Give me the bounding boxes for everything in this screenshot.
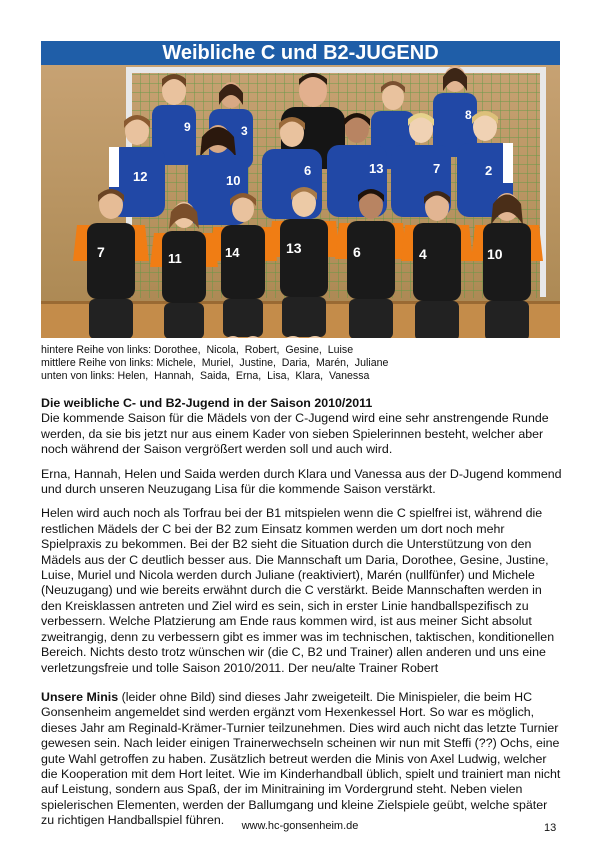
jersey-number: 2 — [485, 163, 493, 178]
jersey-number: 11 — [168, 251, 182, 266]
article-heading: Die weibliche C- und B2-Jugend in der Saison 2010/2011 — [41, 396, 373, 410]
minis-text: (leider ohne Bild) sind dieses Jahr zweigeteilt. Die Minispieler, die beim HC Gonsenheim angemeldet sind werden ergänzt vom Hexenkessel Hort. So war es möglich, dieses Jahr am Reginald-Krämer-Turnier teilzunehmen. Dies wird auch nicht das letzte Turnier gewesen sein. Nach leider einigen Trainerwechseln scheinen wir nun mit Steffi (??) Ochs, eine gute Wahl getroffen zu haben. Zusätzlich betreut werden die Minis von Axel Ludwig, welcher die Kooperation mit dem Hort leitet. Wie im Kinderhandball üblich, spielt und trainiert man nicht auf Leistung, sondern aus Spaß, der im Minitraining im Vordergrund steht. Neben vielen spielerischen Elementen, werden der Ballumgang und kleine Zielspiele geübt, welche später zu richtigen Handballspiel führen. — [41, 689, 561, 828]
jersey-number: 13 — [286, 240, 302, 256]
jersey-number: 10 — [226, 173, 241, 188]
jersey-number: 7 — [97, 244, 105, 260]
photo-caption — [41, 344, 560, 384]
page-number: 13 — [544, 822, 557, 834]
caption-front-row: unten von links: Helen, Hannah, Saida, Erna, Lisa, Klara, Vanessa — [41, 370, 370, 383]
jersey-number: 12 — [133, 169, 148, 184]
page-title: Weibliche C und B2-JUGEND — [41, 41, 560, 65]
jersey-number: 14 — [225, 245, 240, 260]
footer-url[interactable]: www.hc-gonsenheim.de — [241, 820, 359, 832]
minis-paragraph — [41, 690, 563, 829]
jersey-number: 7 — [433, 161, 441, 176]
article-paragraph: Die kommende Saison für die Mädels von der C-Jugend wird eine sehr anstrengende Runde werden, da sie bis jetzt nur aus einem Kader von sieben Spielerinnen besteht, welcher aber noch während der Saison vergrößert werden soll und auch wird. — [41, 411, 549, 457]
minis-heading: Unsere Minis — [41, 689, 119, 704]
jersey-number: 9 — [184, 120, 191, 134]
article-paragraph: Helen wird auch noch als Torfrau bei der B1 mitspielen wenn die C spielfrei ist, während die restlichen Mädels der C bei der B2 zum Einsatz kommen werden um dort noch mehr Spielpraxis zu bekommen. Bei der B2 sieht die Situation durch die Unterstützung von den Mädels aus der C deutlich besser aus. Die Mannschaft um Daria, Dorothee, Gesine, Justine, Luise, Muriel und Nicola werden durch Juliane (reaktiviert), Marén (nullfünfer) und Michele (Neuzugang) und wie bereits erwähnt durch die C verstärkt. Beide Mannschaften werden in den Kreisklassen antreten und Ziel wird es sein, sich in erster Linie handballspezifisch zu verbessern. Welche Platzierung am Ende raus kommen wird, ist aus meiner Sicht absolut zweitrangig, denn zu verbessern gibt es immer was im technischen, taktischen, konditionellen Bereich. Nichts desto trotz wünschen wir (die C, B2 und Trainer) allen anderen und uns eine verletzungsfreie und tolle Saison 2010/2011. Der neu/alte Trainer Robert — [41, 506, 555, 675]
article-paragraph: Erna, Hannah, Helen und Saida werden durch Klara und Vanessa aus der D-Jugend kommend und durch unseren Neuzugang Lisa für die kommende Saison verstärkt. — [41, 466, 562, 497]
jersey-number: 6 — [353, 244, 361, 260]
jersey-number: 3 — [241, 124, 248, 138]
article-body — [41, 396, 563, 838]
jersey-number: 13 — [369, 161, 384, 176]
jersey-number: 8 — [465, 108, 472, 122]
jersey-number: 6 — [304, 163, 312, 178]
jersey-number: 4 — [419, 246, 427, 262]
caption-back-row: hintere Reihe von links: Dorothee, Nicola, Robert, Gesine, Luise — [41, 344, 354, 356]
team-photo — [41, 65, 560, 338]
caption-middle-row: mittlere Reihe von links: Michele, Muriel, Justine, Daria, Marén, Juliane — [41, 357, 389, 370]
jersey-number: 10 — [487, 246, 503, 262]
